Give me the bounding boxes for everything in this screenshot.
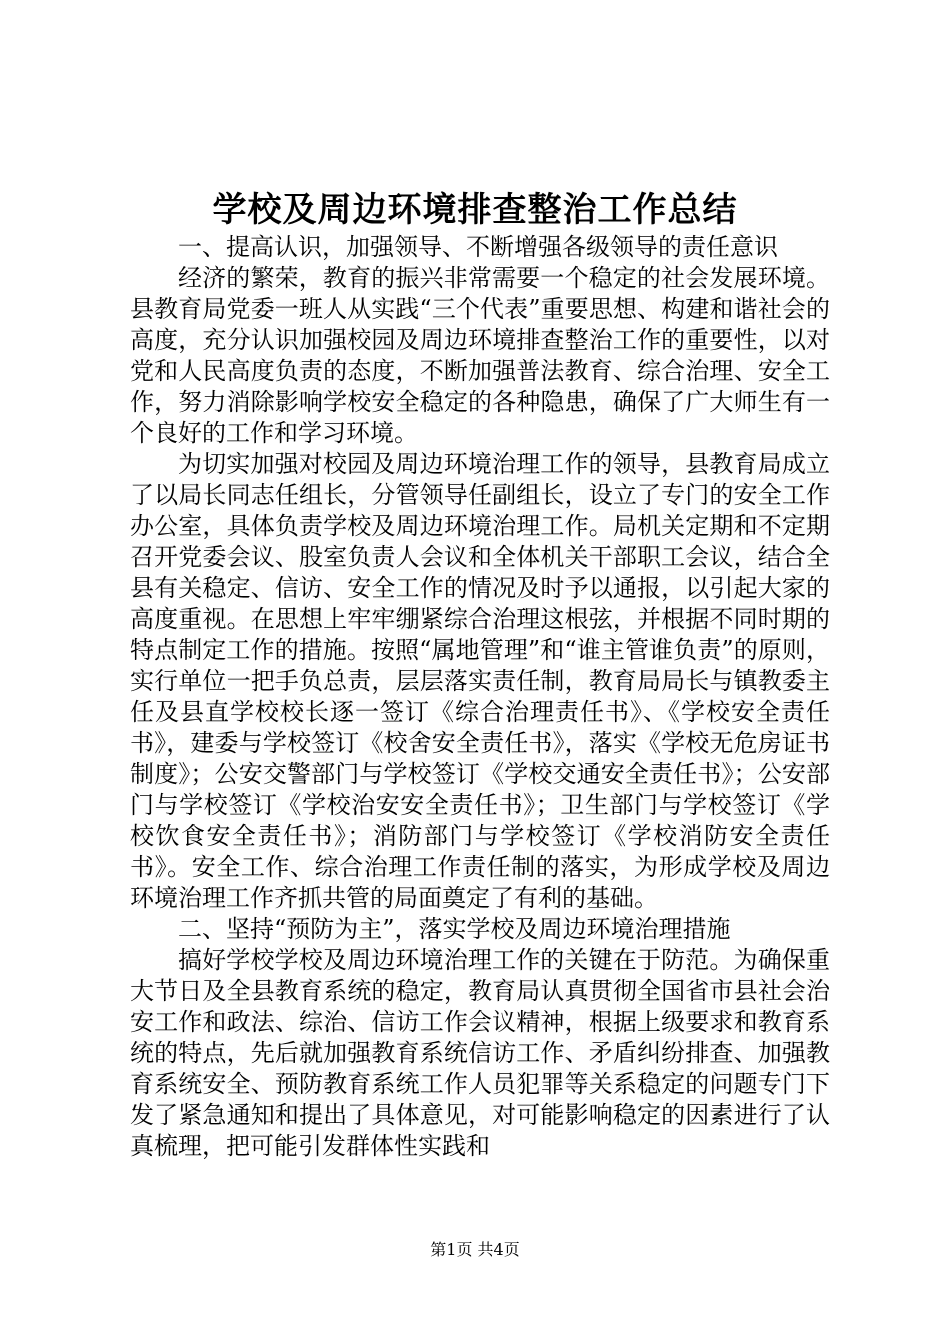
paragraph-2: 为切实加强对校园及周边环境治理工作的领导，县教育局成立了以局长同志任组长，分管领导任副组长，设立了专门的安全工作办公室，具体负责学校及周边环境治理工作。局机关定期和不定期召开党委会议、股室负责人会议和全体机关干部职工会议，结合全县有关稳定、信访、安全工作的情况及时予以通报，以引起大家的高度重视。在思想上牢牢绷紧综合治理这根弦，并根据不同时期的特点制定工作的措施。按照“属地管理”和“谁主管谁负责”的原则，实行单位一把手负总责，层层落实责任制，教育局局长与镇教委主任及县直学校校长逐一签订《综合治理责任书》、《学校安全责任书》，建委与学校签订《校舍安全责任书》，落实《学校无危房证书制度》；公安交警部门与学校签订《学校交通安全责任书》；公安部门与学校签订《学校治安安全责任书》；卫生部门与学校签订《学校饮食安全责任书》；消防部门与学校签订《学校消防安全责任书》。安全工作、综合治理工作责任制的落实，为形成学校及周边环境治理工作齐抓共管的局面奠定了有利的基础。 (130, 450, 830, 912)
page-footer (0, 1240, 950, 1260)
section-heading-1: 一、提高认识，加强领导、不断增强各级领导的责任意识 (178, 233, 778, 261)
document-title: 学校及周边环境排查整治工作总结 (212, 190, 738, 230)
paragraph-3: 搞好学校学校及周边环境治理工作的关键在于防范。为确保重大节日及全县教育系统的稳定，教育局认真贯彻全国省市县社会治安工作和政法、综治、信访工作会议精神，根据上级要求和教育系统的特点，先后就加强教育系统信访工作、矛盾纠纷排查、加强教育系统安全、预防教育系统工作人员犯罪等关系稳定的问题专门下发了紧急通知和提出了具体意见，对可能影响稳定的因素进行了认真梳理，把可能引发群体性实践和 (130, 946, 830, 1160)
section-heading-2: 二、坚持“预防为主”，落实学校及周边环境治理措施 (178, 915, 731, 943)
document-body (130, 232, 830, 1162)
page-number: 第1页 共4页 (430, 1240, 520, 1259)
paragraph-1: 经济的繁荣，教育的振兴非常需要一个稳定的社会发展环境。县教育局党委一班人从实践“三个代表”重要思想、构建和谐社会的高度，充分认识加强校园及周边环境排查整治工作的重要性，以对党和人民高度负责的态度，不断加强普法教育、综合治理、安全工作，努力消除影响学校安全稳定的各种隐患，确保了广大师生有一个良好的工作和学习环境。 (130, 264, 830, 447)
